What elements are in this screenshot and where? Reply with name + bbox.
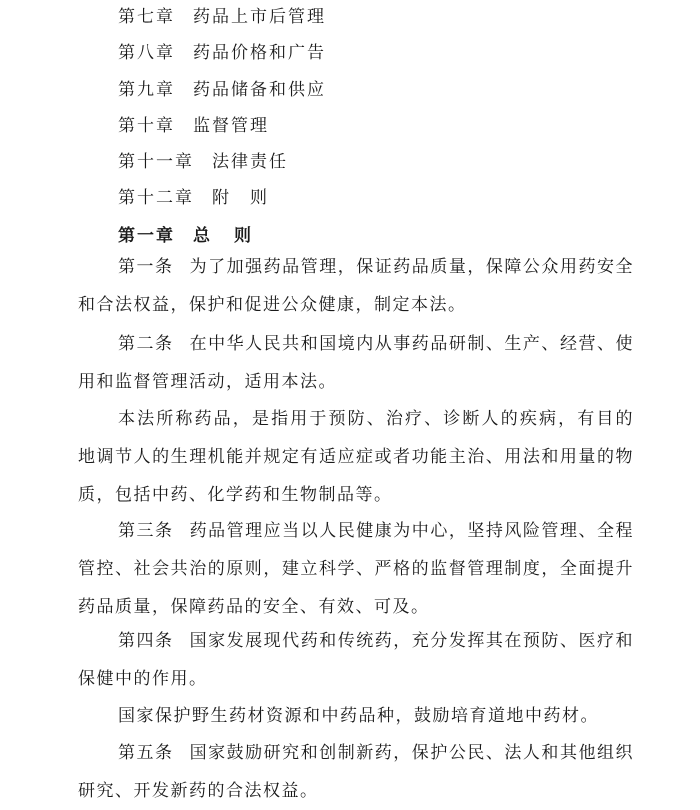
chapter-heading bbox=[118, 225, 253, 247]
article-text: 在中华人民共和国境内从事药品研制、生产、经营、使用和监督管理活动，适用本法。 bbox=[78, 334, 635, 392]
article-text: 国家鼓励研究和创制新药，保护公民、法人和其他组织研究、开发新药的合法权益。 bbox=[78, 743, 635, 801]
toc-chapter-number: 第十一章 bbox=[118, 152, 194, 172]
article-text: 本法所称药品，是指用于预防、治疗、诊断人的疾病，有目的地调节人的生理机能并规定有适应症或者功能主治、用法和用量的物质，包括中药、化学药和生物制品等。 bbox=[78, 409, 634, 505]
article-paragraph bbox=[78, 622, 634, 698]
toc-chapter-number: 第十二章 bbox=[118, 188, 194, 208]
article-label: 第五条 bbox=[118, 743, 174, 763]
article-paragraph bbox=[78, 512, 634, 626]
article-label: 第三条 bbox=[118, 521, 174, 541]
toc-item bbox=[118, 151, 288, 173]
toc-item bbox=[118, 6, 326, 28]
toc-chapter-number: 第八章 bbox=[118, 43, 175, 63]
article-text: 药品管理应当以人民健康为中心，坚持风险管理、全程管控、社会共治的原则，建立科学、严格的监督管理制度，全面提升药品质量，保障药品的安全、有效、可及。 bbox=[78, 521, 635, 617]
toc-chapter-title: 法律责任 bbox=[212, 152, 288, 172]
toc-chapter-number: 第九章 bbox=[118, 80, 175, 100]
article-label: 第二条 bbox=[118, 334, 174, 354]
heading-chapter-number: 第一章 bbox=[118, 226, 175, 246]
toc-chapter-title: 药品上市后管理 bbox=[193, 7, 326, 27]
article-paragraph bbox=[78, 325, 634, 401]
toc-chapter-title: 药品储备和供应 bbox=[193, 80, 326, 100]
article-label: 第四条 bbox=[118, 631, 174, 651]
article-paragraph bbox=[78, 400, 634, 514]
heading-title-part: 则 bbox=[234, 226, 253, 246]
toc-chapter-title: 附 则 bbox=[212, 188, 269, 208]
toc-chapter-title: 药品价格和广告 bbox=[193, 43, 326, 63]
toc-chapter-title: 监督管理 bbox=[193, 116, 269, 136]
article-text: 为了加强药品管理，保证药品质量，保障公众用药安全和合法权益，保护和促进公众健康，制定本法。 bbox=[78, 257, 635, 315]
article-paragraph bbox=[78, 734, 634, 810]
heading-title-part: 总 bbox=[193, 226, 212, 246]
article-text: 国家发展现代药和传统药，充分发挥其在预防、医疗和保健中的作用。 bbox=[78, 631, 635, 689]
article-paragraph bbox=[78, 697, 634, 735]
toc-item bbox=[118, 79, 326, 101]
article-label: 第一条 bbox=[118, 257, 174, 277]
article-paragraph bbox=[78, 248, 634, 324]
toc-item bbox=[118, 115, 269, 137]
toc-item bbox=[118, 187, 269, 209]
toc-item bbox=[118, 42, 326, 64]
toc-chapter-number: 第十章 bbox=[118, 116, 175, 136]
article-text: 国家保护野生药材资源和中药品种，鼓励培育道地中药材。 bbox=[118, 706, 599, 726]
toc-chapter-number: 第七章 bbox=[118, 7, 175, 27]
